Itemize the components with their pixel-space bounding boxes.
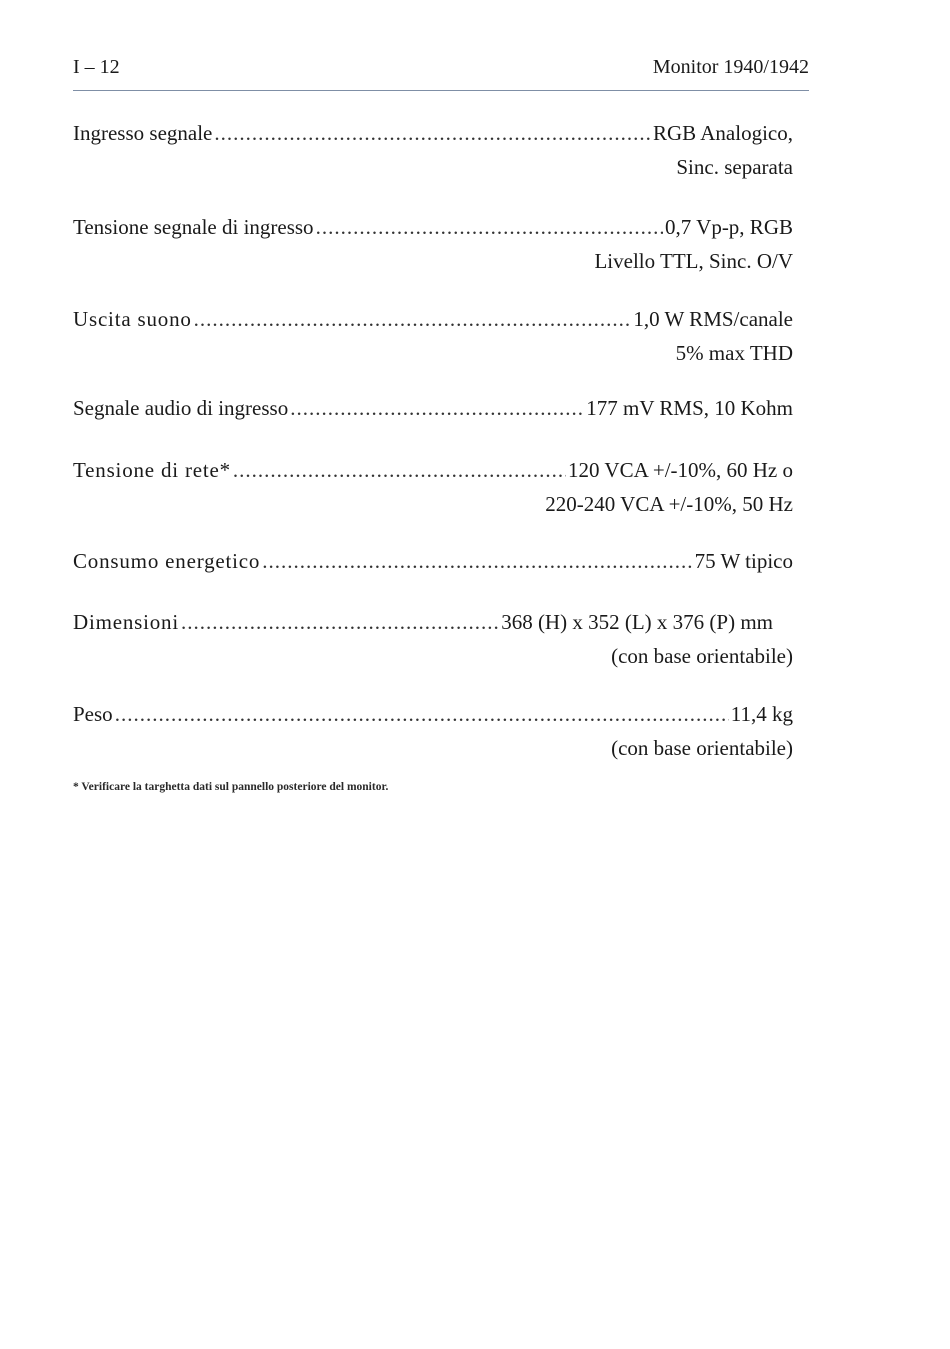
leader-dots	[262, 544, 692, 578]
spec-label: Peso	[73, 702, 113, 726]
spec-row-peso	[73, 697, 793, 765]
leader-dots	[115, 697, 729, 731]
spec-value: 0,7 Vp-p, RGB	[665, 215, 793, 239]
leader-dots	[194, 302, 632, 336]
spec-label: Segnale audio di ingresso	[73, 396, 289, 420]
spec-row-segnale-audio	[73, 391, 793, 425]
spec-label: Tensione segnale di ingresso	[73, 215, 314, 239]
page-number: I – 12	[73, 56, 120, 78]
spec-row-tensione-rete	[73, 453, 793, 521]
spec-value: RGB Analogico,	[653, 121, 793, 145]
spec-label: Dimensioni	[73, 610, 179, 634]
page-header	[73, 52, 809, 82]
leader-dots	[233, 453, 566, 487]
spec-label: Consumo energetico	[73, 549, 261, 573]
spec-extra: Sinc. separata	[676, 155, 793, 179]
spec-row-consumo	[73, 544, 793, 578]
document-title: Monitor 1940/1942	[652, 56, 809, 78]
spec-row-uscita-suono	[73, 302, 793, 370]
spec-value: 177 mV RMS, 10 Kohm	[586, 396, 793, 420]
spec-extra: 5% max THD	[675, 341, 793, 365]
spec-row-ingresso-segnale	[73, 116, 793, 184]
leader-dots	[181, 605, 499, 639]
spec-value: 120 VCA +/-10%, 60 Hz o	[568, 458, 793, 482]
spec-label: Tensione di rete*	[73, 458, 231, 482]
spec-extra: 220-240 VCA +/-10%, 50 Hz	[545, 492, 793, 516]
spec-value: 368 (H) x 352 (L) x 376 (P) mm	[501, 610, 773, 634]
spec-value: 1,0 W RMS/canale	[633, 307, 793, 331]
spec-extra: Livello TTL, Sinc. O/V	[594, 249, 793, 273]
spec-value: 11,4 kg	[730, 702, 793, 726]
spec-value: 75 W tipico	[694, 549, 793, 573]
spec-extra: (con base orientabile)	[611, 736, 793, 760]
footnote: * Verificare la targhetta dati sul pannello posteriore del monitor.	[73, 781, 389, 793]
leader-dots	[290, 391, 584, 425]
spec-row-tensione-segnale	[73, 210, 793, 278]
header-divider	[73, 90, 809, 91]
spec-extra: (con base orientabile)	[611, 644, 793, 668]
spec-row-dimensioni	[73, 605, 793, 673]
leader-dots	[214, 116, 651, 150]
leader-dots	[316, 210, 663, 244]
spec-label: Uscita suono	[73, 307, 192, 331]
spec-label: Ingresso segnale	[73, 121, 213, 145]
